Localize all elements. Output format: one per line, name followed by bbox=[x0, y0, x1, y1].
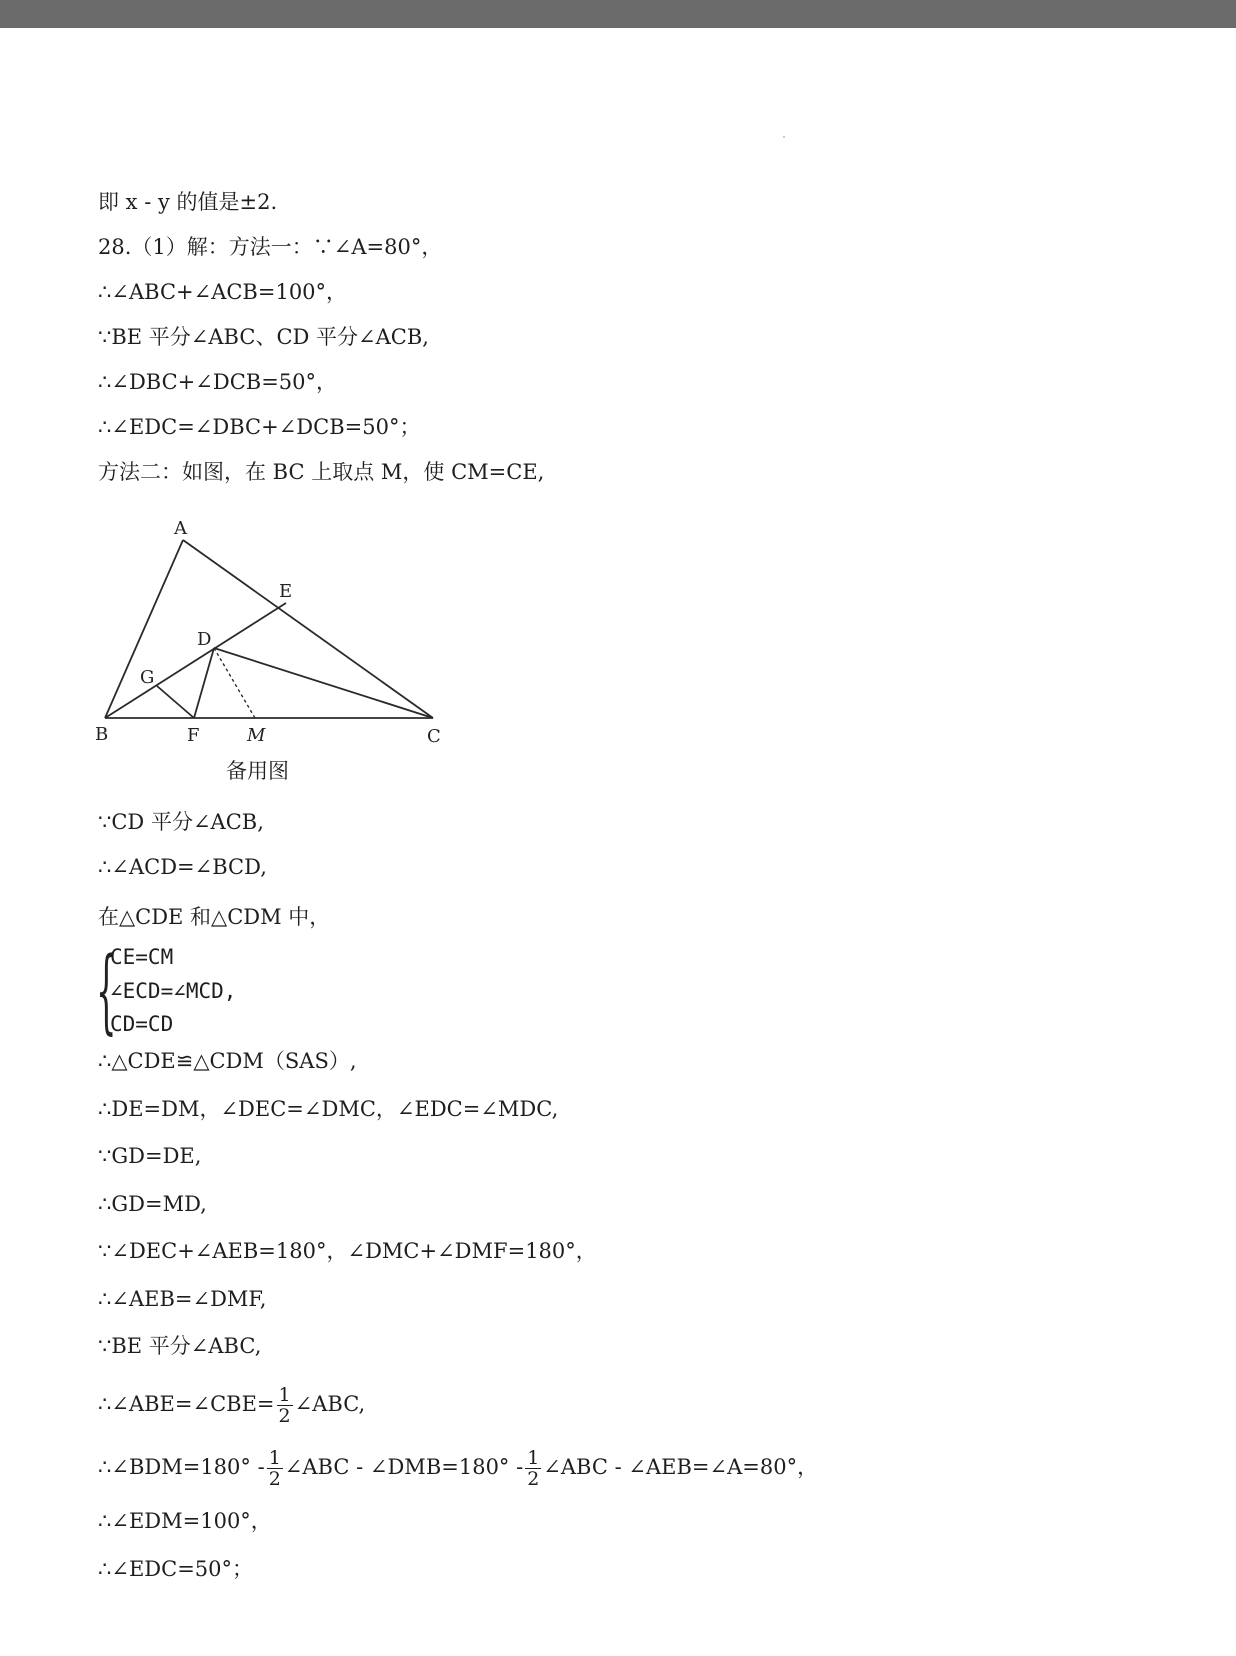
text-line-2: 28.（1）解：方法一：∵∠A=80°， bbox=[98, 235, 443, 259]
label-b: B bbox=[95, 724, 109, 745]
top-bar bbox=[0, 0, 1236, 28]
text-line-21: ∴∠EDC=50°； bbox=[98, 1557, 254, 1581]
line18-part-a: ∴∠ABE=∠CBE= bbox=[98, 1392, 275, 1416]
fraction-num: 1 bbox=[268, 1447, 281, 1469]
system-line-3: CD=CD bbox=[110, 1012, 174, 1036]
text-line-1: 即 x - y 的值是±2. bbox=[98, 190, 278, 214]
fraction-num: 1 bbox=[527, 1447, 540, 1469]
triangle-figure bbox=[90, 520, 460, 755]
text-line-5: ∴∠DBC+∠DCB=50°， bbox=[98, 370, 338, 394]
edge-ac bbox=[183, 540, 433, 718]
text-line-4: ∵BE 平分∠ABC、CD 平分∠ACB, bbox=[98, 325, 429, 349]
line19-part-c: ∠ABC - ∠AEB=∠A=80°， bbox=[543, 1455, 819, 1479]
label-e: E bbox=[279, 581, 293, 602]
fraction-den: 2 bbox=[268, 1468, 281, 1490]
text-line-17: ∵BE 平分∠ABC, bbox=[98, 1334, 262, 1358]
system-line-1: CE=CM bbox=[110, 945, 174, 969]
fraction-num: 1 bbox=[278, 1384, 291, 1406]
text-line-13: ∵GD=DE, bbox=[98, 1144, 202, 1168]
line18-part-b: ∠ABC, bbox=[294, 1392, 366, 1416]
text-line-12: ∴DE=DM，∠DEC=∠DMC，∠EDC=∠MDC, bbox=[98, 1097, 559, 1121]
text-line-14: ∴GD=MD, bbox=[98, 1192, 207, 1216]
line19-part-b: ∠ABC - ∠DMB=180° - bbox=[284, 1455, 524, 1479]
text-line-9: ∴∠ACD=∠BCD, bbox=[98, 855, 267, 879]
figure-caption: 备用图 bbox=[226, 759, 289, 783]
text-line-11: ∴△CDE≌△CDM（SAS）, bbox=[98, 1049, 357, 1073]
label-c: C bbox=[427, 726, 441, 747]
text-line-20: ∴∠EDM=100°， bbox=[98, 1509, 272, 1533]
text-line-7: 方法二：如图，在 BC 上取点 M，使 CM=CE, bbox=[98, 460, 545, 484]
label-f: F bbox=[187, 725, 200, 746]
label-d: D bbox=[197, 629, 212, 650]
text-line-18 bbox=[98, 1376, 365, 1432]
text-line-19 bbox=[98, 1439, 818, 1495]
system-brace: { bbox=[96, 937, 117, 1044]
text-line-16: ∴∠AEB=∠DMF, bbox=[98, 1287, 267, 1311]
segment-be bbox=[105, 603, 286, 718]
fraction-half bbox=[277, 1385, 293, 1426]
label-a: A bbox=[174, 520, 187, 539]
fraction-den: 2 bbox=[278, 1405, 291, 1427]
text-line-6: ∴∠EDC=∠DBC+∠DCB=50°； bbox=[98, 415, 421, 439]
text-line-3: ∴∠ABC+∠ACB=100°， bbox=[98, 280, 348, 304]
fraction-half bbox=[267, 1448, 283, 1489]
segment-gf bbox=[157, 686, 194, 718]
label-m: M bbox=[247, 725, 266, 746]
segment-cd bbox=[214, 648, 433, 718]
text-line-15: ∵∠DEC+∠AEB=180°，∠DMC+∠DMF=180°， bbox=[98, 1239, 597, 1263]
fraction-half bbox=[525, 1448, 541, 1489]
line19-part-a: ∴∠BDM=180° - bbox=[98, 1455, 265, 1479]
scan-speck bbox=[783, 136, 785, 138]
fraction-den: 2 bbox=[527, 1468, 540, 1490]
text-line-8: ∵CD 平分∠ACB, bbox=[98, 810, 264, 834]
system-line-2: ∠ECD=∠MCD, bbox=[110, 979, 237, 1003]
label-g: G bbox=[140, 667, 155, 688]
edge-ab bbox=[105, 540, 183, 718]
text-line-10: 在△CDE 和△CDM 中， bbox=[98, 905, 331, 929]
